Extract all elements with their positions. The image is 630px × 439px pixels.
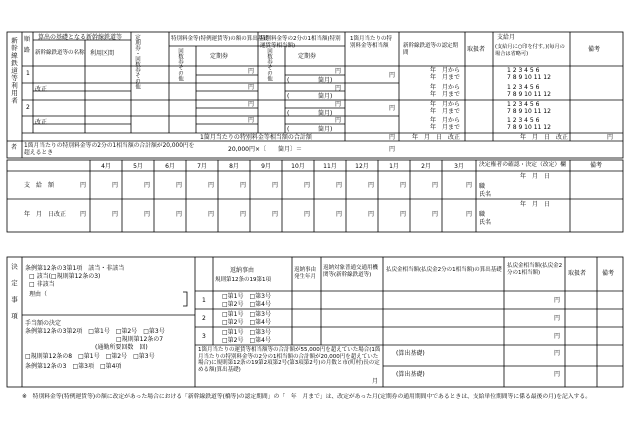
yen-cell-pay-4: 円: [208, 182, 215, 189]
col-kaisu2: 回数券その他: [266, 48, 272, 81]
row2-m1: 1 2 3 4 5 6: [507, 101, 540, 108]
row1-to: 年 月まで: [430, 74, 461, 81]
row2-m3: 1 2 3 4 5 6: [507, 117, 540, 124]
row-no-2: 2: [26, 104, 30, 111]
row2-paren: (: [287, 110, 290, 117]
col-monthly: 1箇月当たりの特別料金等相当額: [350, 36, 392, 49]
col-seq: 順: [24, 36, 31, 43]
row2-from-b: 年 月から: [430, 117, 461, 124]
confirm-sign-2a: 職: [479, 211, 486, 218]
col-period: 新幹線鉄道等の認定期間: [403, 43, 459, 56]
refund-row-opt-b-1: □第2号 □第4号: [222, 301, 271, 308]
row-no-1: 1: [26, 70, 30, 77]
row1-from-b: 年 月から: [430, 84, 461, 91]
row1-paren-b: (: [287, 93, 290, 100]
foot-text: 1箇月当たりの運賃等相当額等の合計額が55,000円を超えていた場合(1箇月当たりの特別料金等の2分の1相当額の合計額が20,000円を超えていた場合)に規則第12条の19第2項第2号(第3項第2号)の月数と市(町村)長の定める額(算出基礎): [198, 347, 381, 373]
row2-to-b: 年 月まで: [430, 124, 461, 131]
row1-paren: (: [287, 77, 290, 84]
refund-row-no-2: 2: [202, 315, 206, 322]
yen-cell-kaisei-4: 円: [208, 211, 215, 218]
yen-cell-pay-8: 円: [336, 182, 343, 189]
yen-cell-kaisei-11: 円: [432, 211, 439, 218]
yen-cell-kaisei-3: 円: [176, 211, 183, 218]
yen-cell-pay-3: 円: [176, 182, 183, 189]
row2-paren-b: (: [287, 126, 290, 133]
foot-calc-2: (算出基礎): [396, 371, 425, 378]
note-label: 1箇月当たりの特別料金等の2分の1相当額の合計額が20,000円を超えるとき: [24, 143, 195, 156]
col-remark: 備考: [588, 46, 601, 53]
month-header-7: 10月: [291, 163, 305, 170]
clause-6: 条例第12条の3第2項 □第1号 □第2号 □第3号: [25, 328, 165, 335]
yen-cell-pay-2: 円: [144, 182, 151, 189]
col-fare-head: 特別料金等(特例運賃等)の額の算出基礎: [171, 36, 269, 42]
yen-cell-kaisei-1: 円: [112, 211, 119, 218]
row1-m1: 1 2 3 4 5 6: [507, 67, 540, 74]
refund-row-opt-a-3: □第1号 □第3号: [222, 329, 271, 336]
yen-cell-lead-1: 円: [80, 211, 87, 218]
col-pay-note: (支給月に○印を付す。)(毎月の場合は省略可): [495, 44, 565, 57]
row2-yen-a: 円: [248, 101, 255, 108]
row1-yen-b: 円: [248, 84, 255, 91]
row2-from: 年 月から: [430, 101, 461, 108]
col-teiki2: 定期券: [298, 53, 317, 60]
confirm-remark: 備考: [590, 162, 603, 169]
row2-months: 箇月): [318, 110, 333, 117]
row2-yen-b: 円: [248, 117, 255, 124]
col-seq2: 路: [24, 47, 31, 54]
confirm-date-2: 年 月 日: [520, 201, 551, 208]
refund-row-yen-3: 円: [554, 333, 561, 340]
head-refund: 払戻金相当額(払戻金2分の1相当額)の算出基礎: [386, 267, 502, 273]
row1-kaisei: 改正: [35, 86, 48, 93]
yen-cell-kaisei-7: 円: [304, 211, 311, 218]
refund-row-opt-a-2: □第1号 □第3号: [222, 311, 271, 318]
month-header-3: 6月: [165, 163, 175, 170]
refund-row-no-1: 1: [202, 297, 206, 304]
yen-cell-kaisei-5: 円: [240, 211, 247, 218]
confirm-date-1: 年 月 日: [520, 173, 551, 180]
col-half-head: 特別料金等の2分の1相当額(特別運賃等相当額): [260, 36, 341, 49]
row1-yen-d: 円: [335, 85, 342, 92]
row2-kaisei: 改正: [35, 119, 48, 126]
refund-row-opt-b-2: □第2号 □第4号: [222, 319, 271, 326]
row1-yen-c: 円: [335, 68, 342, 75]
col-route-name: 新幹線鉄道等の名称: [35, 50, 85, 56]
row2-months-b: 箇月): [318, 126, 333, 133]
row1-yen-a: 円: [248, 68, 255, 75]
note-yen: 円: [389, 146, 396, 153]
yen-cell-kaisei-2: 円: [144, 211, 151, 218]
clause-5: 手当額の決定: [25, 320, 62, 327]
yen-cell-pay-10: 円: [400, 182, 407, 189]
clause-4: 理由（: [29, 291, 48, 298]
month-header-10: 1月: [389, 163, 399, 170]
row1-yen-e: 円: [389, 72, 396, 79]
yen-cell-kaisei-6: 円: [272, 211, 279, 218]
col-teiki: 定期券: [210, 53, 229, 60]
yen-cell-kaisei-9: 円: [368, 211, 375, 218]
monthly-total-yen: 円: [389, 134, 396, 141]
refund-row-opt-b-3: □第2号 □第4号: [222, 337, 271, 344]
clause-3: □ 非該当: [29, 281, 55, 288]
row1-from: 年 月から: [430, 67, 461, 74]
monthly-total-yen2: 円: [607, 134, 614, 141]
col-pass-type: 定期券・回数券その他: [134, 34, 140, 89]
yen-cell-lead-0: 円: [80, 182, 87, 189]
top-side-label-2: 者: [11, 144, 18, 151]
row1-to-b: 年 月まで: [430, 91, 461, 98]
foot-month: 月: [372, 378, 379, 385]
row1-m2: 7 8 9 10 11 12: [507, 74, 551, 81]
head-date: 返納事由発生年月: [294, 267, 317, 280]
yen-cell-pay-12: 円: [466, 182, 473, 189]
row2-yen-c: 円: [335, 101, 342, 108]
yen-cell-pay-11: 円: [432, 182, 439, 189]
head-handler: 取扱者: [568, 270, 587, 277]
yen-cell-pay-9: 円: [368, 182, 375, 189]
head-reason-sub: 規則第12条の19第1項: [215, 277, 271, 283]
head-target: 返納対象普通交通用機関等(新幹線鉄道等): [323, 265, 379, 278]
month-header-8: 11月: [323, 163, 337, 170]
head-remark: 備考: [602, 270, 615, 277]
row1-m3: 1 2 3 4 5 6: [507, 84, 540, 91]
clause-1: 条例第12条の3第1項 該当・非該当: [25, 265, 125, 272]
month-header-2: 5月: [133, 163, 143, 170]
kaisei-line-2: 年 月 日 改正: [520, 134, 569, 141]
month-header-6: 9月: [261, 163, 271, 170]
row2-to: 年 月まで: [430, 108, 461, 115]
month-header-12: 3月: [454, 163, 464, 170]
col-route-head: 算出の基礎となる新幹線鉄道等: [38, 34, 123, 41]
note-value: 20,000円×〔 箇月〕＝: [228, 146, 303, 153]
col-section: 利用区間: [90, 50, 115, 57]
refund-row-opt-a-1: □第1号 □第3号: [222, 293, 271, 300]
confirm-sign-1b: 氏名: [479, 191, 492, 198]
clause-8: (通勤所要回数 回): [95, 344, 148, 351]
yen-cell-pay-6: 円: [272, 182, 279, 189]
refund-row-yen-1: 円: [554, 297, 561, 304]
yen-cell-pay-5: 円: [240, 182, 247, 189]
row2-m2: 7 8 9 10 11 12: [507, 108, 551, 115]
foot-yen-2: 円: [554, 371, 561, 378]
confirm-head: 決定権者の確認・決定（改定）欄: [479, 162, 566, 168]
month-header-11: 2月: [421, 163, 431, 170]
clause-7: □規則第12条の7: [116, 336, 164, 343]
row2-yen-d: 円: [335, 117, 342, 124]
yen-cell-kaisei-10: 円: [400, 211, 407, 218]
col-pass: 回数券その他: [177, 48, 183, 81]
yen-cell-pay-7: 円: [304, 182, 311, 189]
row1-months: 箇月): [318, 77, 333, 84]
head-amount: 払戻金相当額(払戻金2分の1相当額): [507, 263, 563, 276]
row2-m4: 7 8 9 10 11 12: [507, 124, 551, 131]
top-side-label: 新幹線鉄道等利用者: [10, 37, 18, 105]
row1-m4: 7 8 9 10 11 12: [507, 91, 551, 98]
yen-cell-kaisei-8: 円: [336, 211, 343, 218]
month-header-1: 4月: [101, 163, 111, 170]
month-header-5: 8月: [229, 163, 239, 170]
foot-yen-1: 円: [554, 350, 561, 357]
confirm-sign-1a: 職: [479, 183, 486, 190]
kaisei-line-1: 年 月 日 改正: [412, 134, 461, 141]
refund-row-no-3: 3: [202, 333, 206, 340]
row1-months-b: 箇月): [318, 93, 333, 100]
row-pay-label: 支 給 額: [24, 182, 55, 189]
row2-yen-e: 円: [389, 105, 396, 112]
row-kaisei-label: 年 月 日改正: [24, 211, 67, 218]
head-reason: 返納事由: [230, 267, 255, 274]
month-header-9: 12月: [355, 163, 369, 170]
clause-9: □規則第12条の8 □第1号 □第2号 □第3号: [25, 353, 155, 360]
refund-row-yen-2: 円: [554, 315, 561, 322]
bottom-side-label: 決定事項: [10, 263, 18, 329]
month-header-4: 7月: [197, 163, 207, 170]
foot-calc-1: (算出基礎): [396, 350, 425, 357]
yen-cell-kaisei-12: 円: [466, 211, 473, 218]
confirm-sign-2b: 氏名: [479, 219, 492, 226]
clause-2: □ 該当(□規則第12条の3): [29, 273, 101, 280]
footnote: ※ 特別料金等(特例運賃等)の額に改定があった場合における「新幹線鉄道等(橋等)の認定期間」の「 年 月まで」は、改定があった月(定期券の通用期間中であるときは、支給単位期間等に係る最後の月)を記入する。: [22, 394, 592, 400]
clause-10: 条例第12条の3 □第3項 □第4項: [25, 363, 122, 370]
col-handler: 取扱者: [467, 46, 486, 53]
col-pay-head: 支給月: [497, 34, 516, 41]
monthly-total-label: 1箇月当たりの特別料金等相当額の合計額: [200, 134, 312, 141]
yen-cell-pay-1: 円: [112, 182, 119, 189]
